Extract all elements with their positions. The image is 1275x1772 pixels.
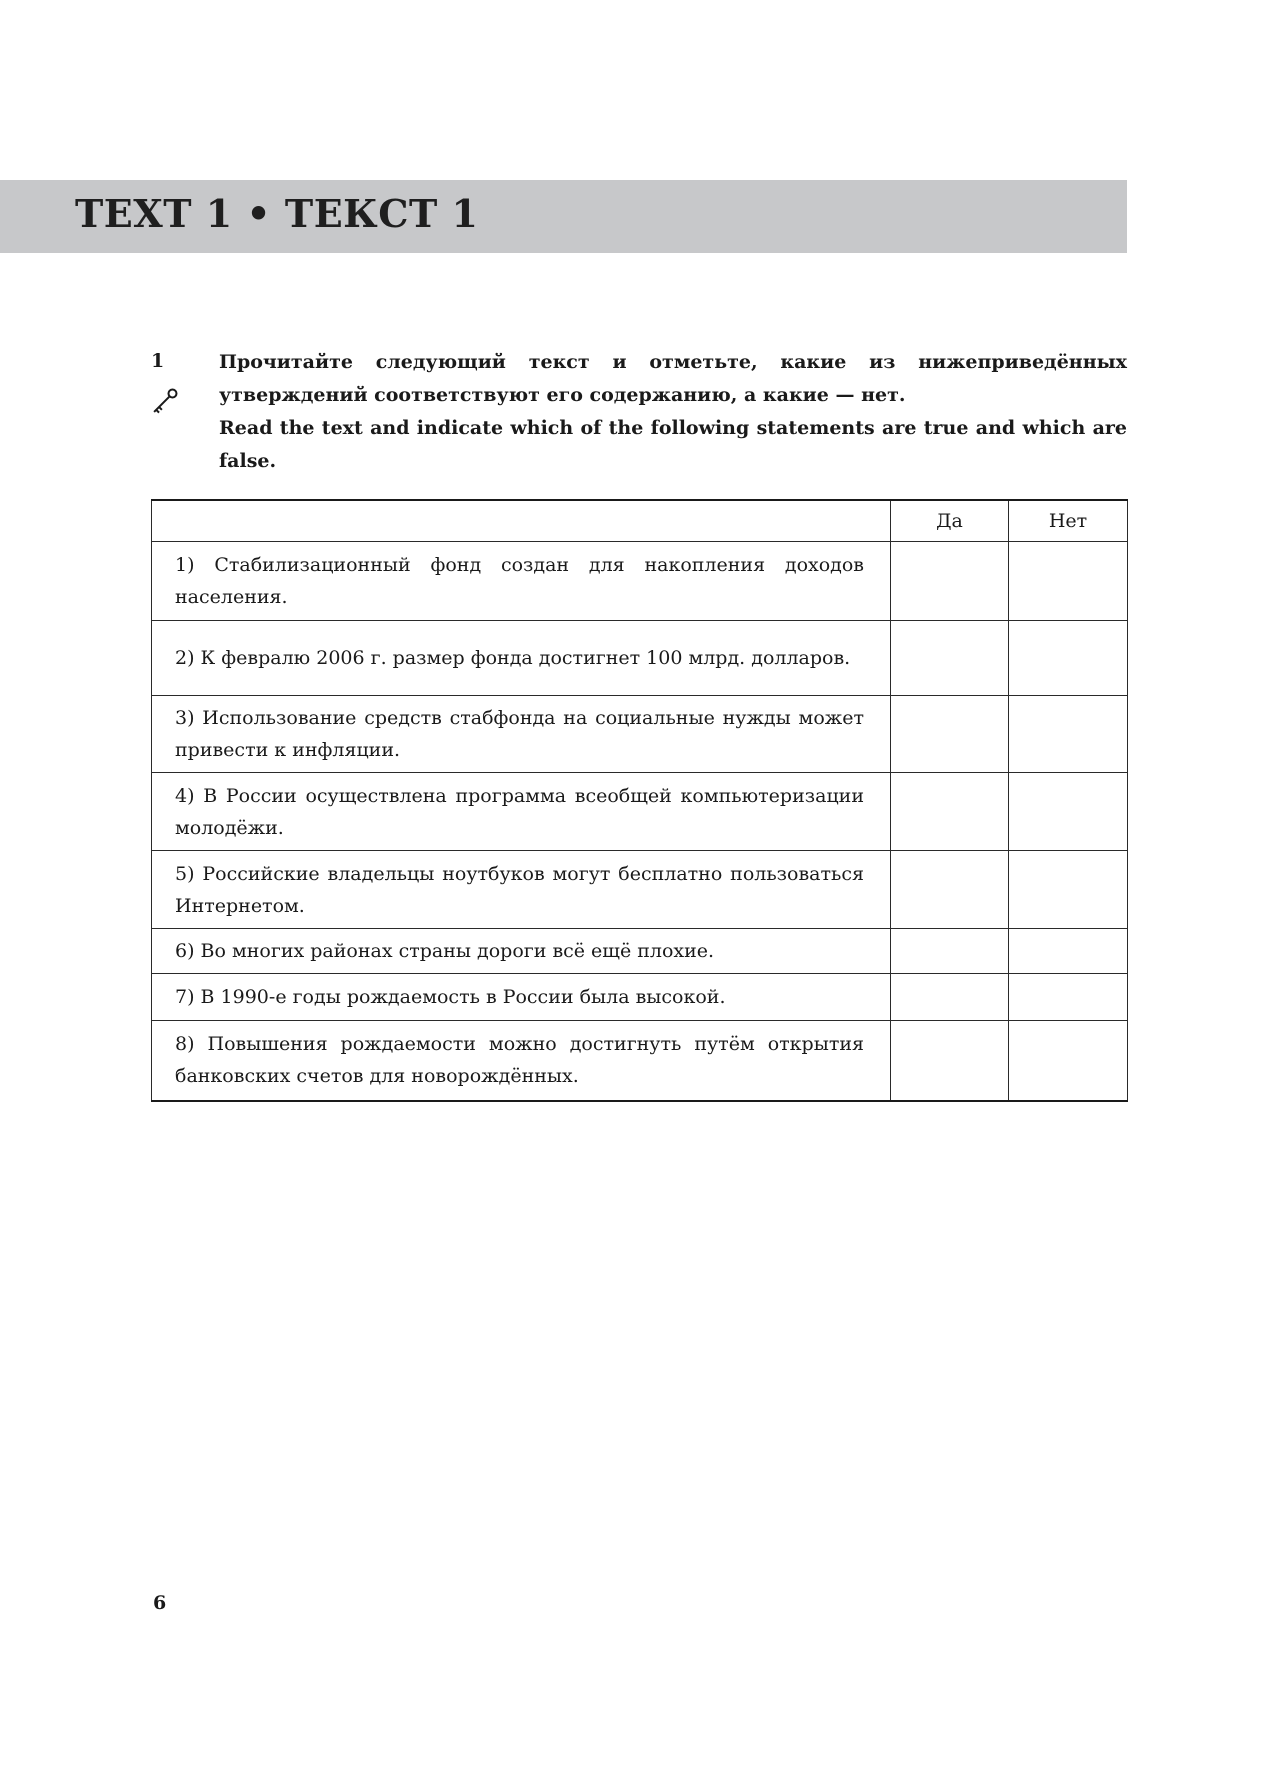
statement-cell: 3) Использование средств стабфонда на социальные нужды может привести к инфляции. [152,696,891,773]
answer-yes-cell[interactable] [891,974,1009,1021]
table-row [152,851,1128,929]
answer-no-cell[interactable] [1009,542,1128,621]
answer-yes-cell[interactable] [891,621,1009,696]
page-title: TEXT 1 • ТЕКСТ 1 [75,191,479,236]
statement-cell: 5) Российские владельцы ноутбуков могут бесплатно пользоваться Интернетом. [152,851,891,929]
answer-no-cell[interactable] [1009,773,1128,851]
task-instructions [219,346,1127,478]
key-icon [147,385,181,419]
answer-table [151,499,1128,1102]
table-row [152,1021,1128,1101]
answer-no-cell[interactable] [1009,929,1128,974]
table-row [152,974,1128,1021]
statement-cell: 7) В 1990-е годы рождаемость в России была высокой. [152,974,891,1021]
answer-no-cell[interactable] [1009,621,1128,696]
header-yes: Да [891,500,1009,542]
answer-yes-cell[interactable] [891,929,1009,974]
answer-no-cell[interactable] [1009,696,1128,773]
answer-yes-cell[interactable] [891,542,1009,621]
answer-no-cell[interactable] [1009,974,1128,1021]
statement-cell: 8) Повышения рождаемости можно достигнуть путём открытия банковских счетов для новорождённых. [152,1021,891,1101]
answer-yes-cell[interactable] [891,851,1009,929]
statement-cell: 4) В России осуществлена программа всеобщей компьютеризации молодёжи. [152,773,891,851]
statement-cell: 1) Стабилизационный фонд создан для накопления доходов населения. [152,542,891,621]
answer-no-cell[interactable] [1009,851,1128,929]
answer-yes-cell[interactable] [891,1021,1009,1101]
table-row [152,621,1128,696]
header-no: Нет [1009,500,1128,542]
task-number: 1 [151,350,165,372]
statement-cell: 2) К февралю 2006 г. размер фонда достигнет 100 млрд. долларов. [152,621,891,696]
table-row [152,773,1128,851]
table-header-row [152,500,1128,542]
answer-no-cell[interactable] [1009,1021,1128,1101]
answer-yes-cell[interactable] [891,696,1009,773]
table-row [152,696,1128,773]
page-number: 6 [153,1592,167,1614]
instruction-ru: Прочитайте следующий текст и отметьте, какие из нижеприведённых утверждений соответствуют его содержанию, а какие — нет. [219,351,1127,406]
answer-yes-cell[interactable] [891,773,1009,851]
statement-cell: 6) Во многих районах страны дороги всё ещё плохие. [152,929,891,974]
instruction-en: Read the text and indicate which of the following statements are true and which are false. [219,417,1127,472]
table-row [152,542,1128,621]
header-statement-cell [152,500,891,542]
table-row [152,929,1128,974]
